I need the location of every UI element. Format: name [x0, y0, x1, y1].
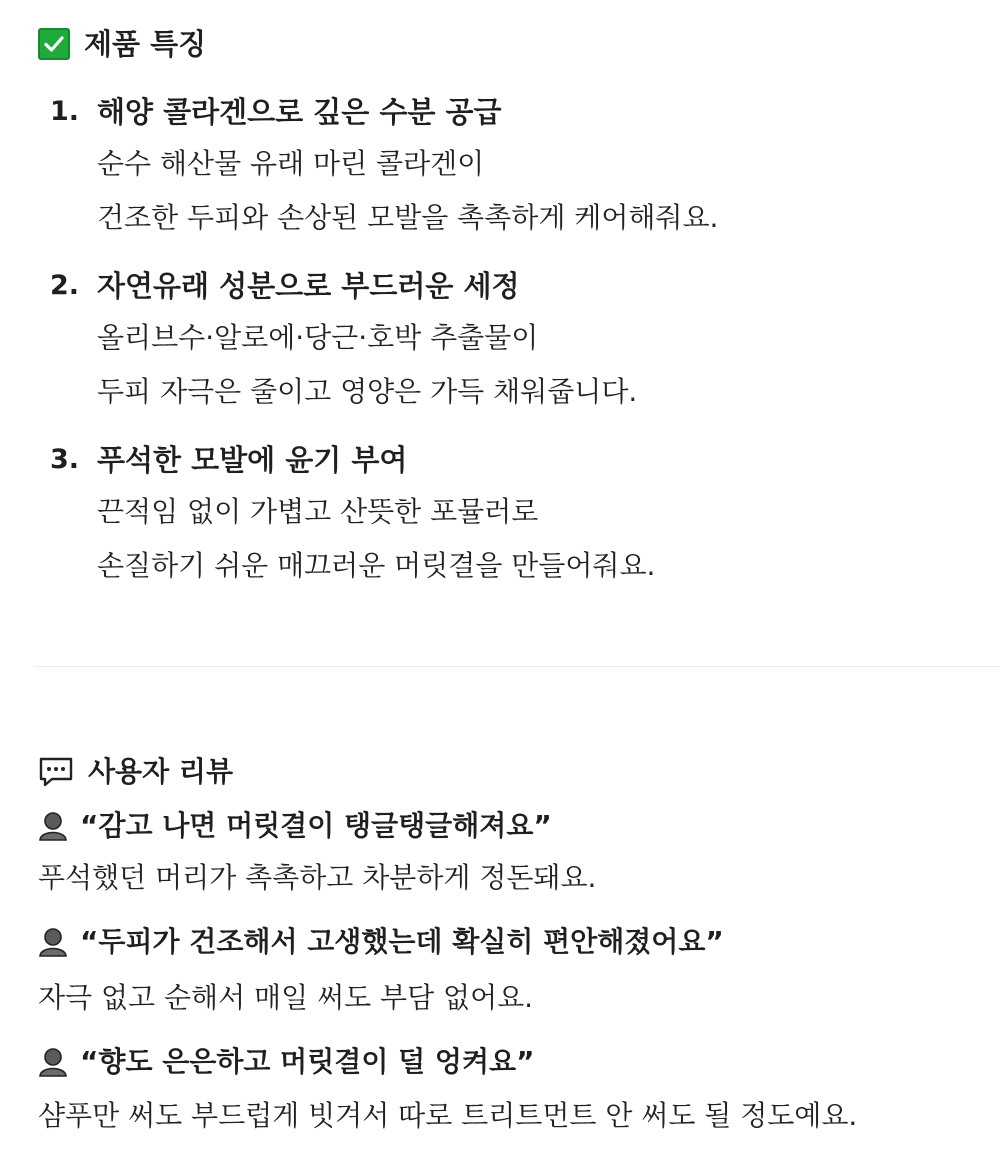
review-quote-row: [38, 1042, 534, 1082]
feature-description-line: 순수 해산물 유래 마린 콜라겐이: [97, 147, 485, 180]
reviews-title-row: [38, 752, 233, 792]
review-body: 푸석했던 머리가 촉촉하고 차분하게 정돈돼요.: [38, 861, 597, 894]
feature-description-line: 두피 자극은 줄이고 영양은 가득 채워줍니다.: [97, 375, 638, 408]
person-icon: [38, 1047, 68, 1077]
feature-heading: 푸석한 모발에 윤기 부여: [97, 443, 408, 477]
reviews-title: 사용자 리뷰: [88, 755, 233, 788]
feature-description-line: 끈적임 없이 가볍고 산뜻한 포뮬러로: [97, 495, 539, 528]
review-body: 자극 없고 순해서 매일 써도 부담 없어요.: [38, 981, 534, 1014]
feature-number: 2.: [50, 270, 80, 301]
review-body: 샴푸만 써도 부드럽게 빗겨서 따로 트리트먼트 안 써도 될 정도예요.: [38, 1099, 858, 1132]
feature-heading: 자연유래 성분으로 부드러운 세정: [97, 269, 520, 303]
person-icon: [38, 927, 68, 957]
review-quote-row: [38, 922, 724, 962]
review-quote: “감고 나면 머릿결이 탱글탱글해져요”: [80, 809, 552, 842]
features-title-row: [38, 24, 206, 64]
features-title: 제품 특징: [84, 27, 207, 61]
feature-description-line: 건조한 두피와 손상된 모발을 촉촉하게 케어해줘요.: [97, 201, 719, 234]
feature-number: 3.: [50, 444, 80, 475]
speech-bubble-icon: [38, 756, 74, 788]
review-quote-row: [38, 806, 552, 846]
feature-number: 1.: [50, 96, 80, 127]
review-quote: “향도 은은하고 머릿결이 덜 엉켜요”: [80, 1045, 535, 1078]
review-quote: “두피가 건조해서 고생했는데 확실히 편안해졌어요”: [80, 925, 724, 958]
feature-heading: 해양 콜라겐으로 깊은 수분 공급: [97, 95, 502, 129]
section-divider: [34, 666, 1000, 667]
check-box-icon: [38, 28, 70, 60]
feature-description-line: 손질하기 쉬운 매끄러운 머릿결을 만들어줘요.: [97, 549, 656, 582]
feature-description-line: 올리브수·알로에·당근·호박 추출물이: [97, 321, 539, 354]
person-icon: [38, 811, 68, 841]
